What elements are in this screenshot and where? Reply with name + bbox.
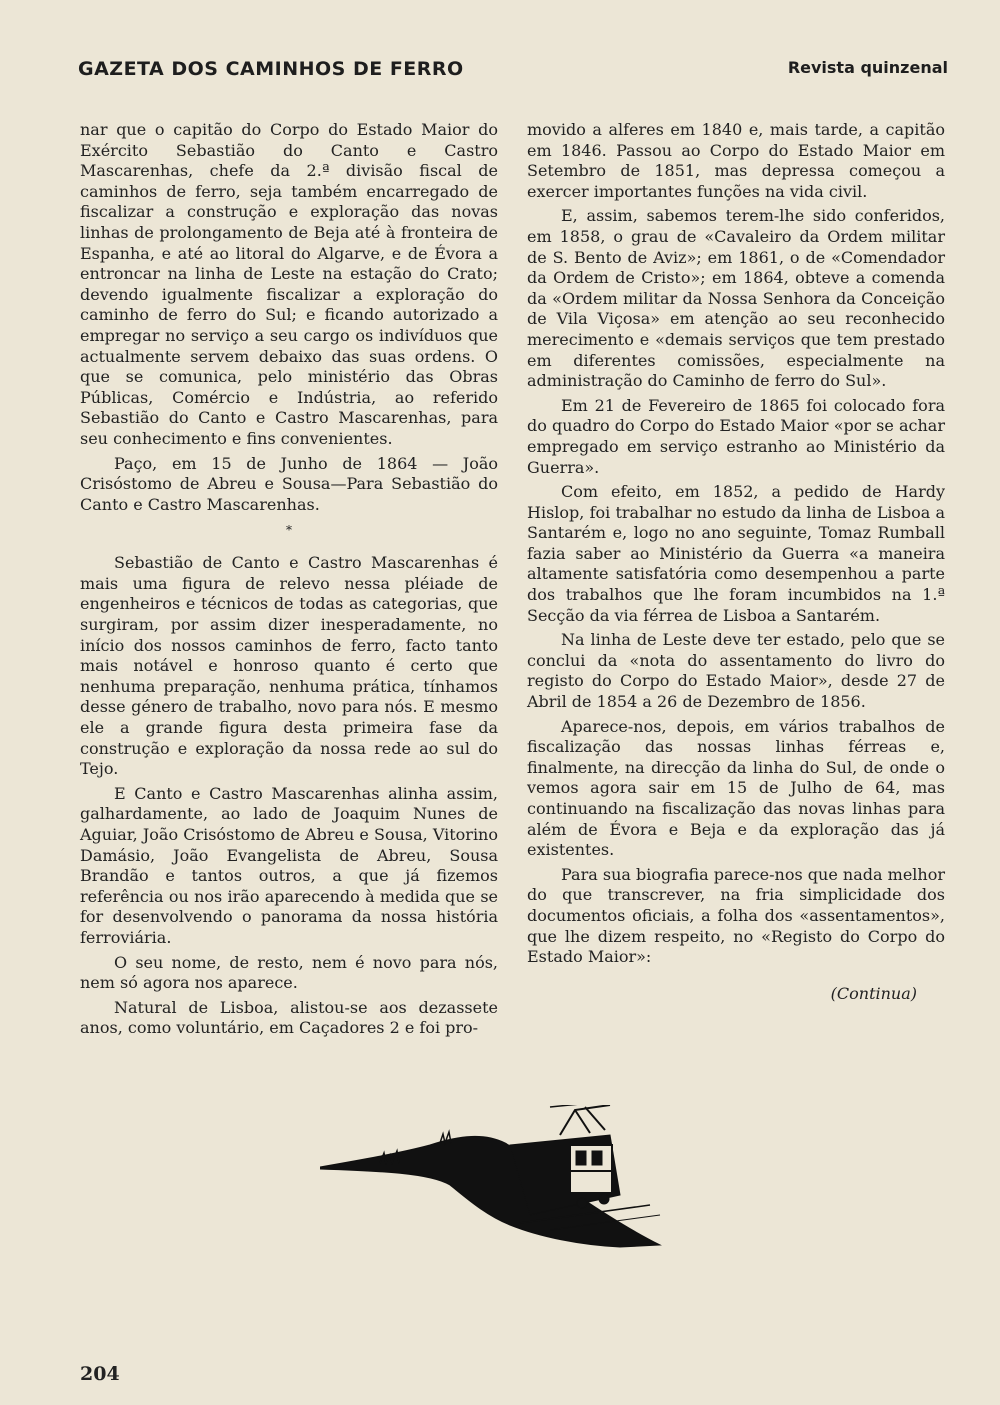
journal-subtitle: Revista quinzenal: [787, 58, 948, 77]
paragraph: nar que o capitão do Corpo do Estado Maior do Exército Sebastião do Canto e Castro Mascarenhas, chefe da 2.ª divisão fiscal de caminhos de ferro, seja também encarregado de fiscalizar a construção e exploração das novas linhas de prolongamento de Beja até à fronteira de Espanha, e até ao litoral do Algarve, e de Évora a entroncar na linha de Leste na estação do Crato; devendo igualmente fiscalizar a exploração do caminho de ferro do Sul; e ficando autorizado a empregar no serviço a seu cargo os indivíduos que actualmente servem debaixo das suas ordens. O que se comunica, pelo ministério das Obras Públicas, Comércio e Indústria, ao referido Sebastião do Canto e Castro Mascarenhas, para seu conhecimento e fins convenientes.: [80, 120, 498, 448]
paragraph: Na linha de Leste deve ter estado, pelo que se conclui da «nota do assentamento do livro do registo do Corpo do Estado Maior», desde 27 de Abril de 1854 a 26 de Dezembro de 1856.: [527, 630, 945, 712]
paragraph: Aparece-nos, depois, em vários trabalhos de fiscalização das nossas linhas férreas e, finalmente, na direcção da linha do Sul, de onde o vemos agora sair em 15 de Julho de 64, mas continuando na fiscalização das novas linhas para além de Évora e Beja e da exploração das já existentes.: [527, 716, 945, 860]
continued-note: (Continua): [830, 984, 917, 1003]
paragraph: Paço, em 15 de Junho de 1864 — João Crisóstomo de Abreu e Sousa—Para Sebastião do Canto e Castro Mascarenhas.: [80, 453, 498, 514]
journal-title: GAZETA DOS CAMINHOS DE FERRO: [78, 58, 464, 80]
paragraph: Para sua biografia parece-nos que nada melhor do que transcrever, na fria simplicidade dos documentos oficiais, a folha dos «assentamentos», que lhe dizem respeito, no «Registo do Corpo do Estado Maior»:: [527, 864, 945, 967]
paragraph: E, assim, sabemos terem-lhe sido conferidos, em 1858, o grau de «Cavaleiro da Ordem militar de S. Bento de Aviz»; em 1861, o de «Comendador da Ordem de Cristo»; em 1864, obteve a comenda da «Ordem militar da Nossa Senhora da Conceição de Vila Viçosa» em atenção ao seu reconhecido merecimento e «demais serviços que tem prestado em diferentes comissões, especialmente na administração do Caminho de ferro do Sul».: [527, 206, 945, 391]
paragraph: movido a alferes em 1840 e, mais tarde, a capitão em 1846. Passou ao Corpo do Estado Maior em Setembro de 1851, mas depressa começou a exercer importantes funções na vida civil.: [527, 120, 945, 201]
section-separator: *: [286, 523, 292, 538]
left-column: [80, 120, 498, 1039]
paragraph: O seu nome, de resto, nem é novo para nós, nem só agora nos aparece.: [80, 952, 498, 993]
paragraph: Sebastião de Canto e Castro Mascarenhas é mais uma figura de relevo nessa pléiade de engenheiros e técnicos de todas as categorias, que surgiram, por assim dizer inesperadamente, no início dos nossos caminhos de ferro, facto tanto mais notável e honroso quanto é certo que nenhuma preparação, nenhuma prática, tínhamos desse género de trabalho, novo para nós. E mesmo ele a grande figura desta primeira fase da construção e exploração da nossa rede ao sul do Tejo.: [80, 553, 498, 779]
paragraph: Com efeito, em 1852, a pedido de Hardy Hislop, foi trabalhar no estudo da linha de Lisboa a Santarém e, logo no ano seguinte, Tomaz Rumball fazia saber ao Ministério da Guerra «a maneira altamente satisfatória como desempenhou a parte dos trabalhos que lhe foram incumbidos na 1.ª Secção da via férrea de Lisboa a Santarém.: [527, 482, 945, 625]
paragraph: Natural de Lisboa, alistou-se aos dezassete anos, como voluntário, em Caçadores 2 e foi pro-: [80, 997, 498, 1038]
electric-train-icon: [320, 1105, 680, 1255]
right-column: [527, 120, 945, 968]
paragraph: E Canto e Castro Mascarenhas alinha assim, galhardamente, ao lado de Joaquim Nunes de Aguiar, João Crisóstomo de Abreu e Sousa, Vitorino Damásio, João Evangelista de Abreu, Sousa Brandão e tantos outros, a que já fizemos referência ou nos irão aparecendo à medida que se for desenvolvendo o panorama da nossa história ferroviária.: [80, 783, 498, 947]
page-number: 204: [80, 1363, 120, 1385]
paragraph: Em 21 de Fevereiro de 1865 foi colocado fora do quadro do Corpo do Estado Maior «por se achar empregado em serviço estranho ao Ministério da Guerra».: [527, 395, 945, 477]
